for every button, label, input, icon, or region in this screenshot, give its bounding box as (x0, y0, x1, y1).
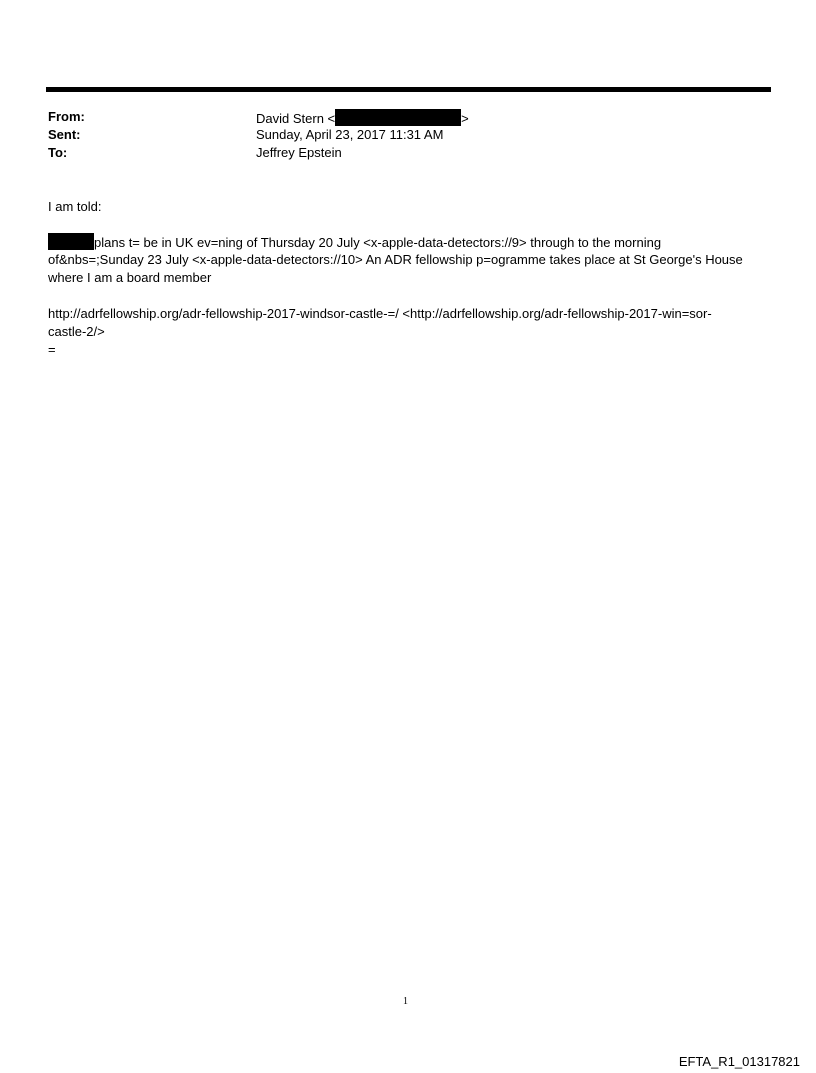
sent-value: Sunday, April 23, 2017 11:31 AM (256, 127, 444, 142)
page-number: 1 (403, 996, 408, 1007)
to-label: To: (48, 145, 68, 160)
body-line-1-text: plans t= be in UK ev=ning of Thursday 20 July <x-apple-data-detectors://9> through to the morning (94, 235, 662, 250)
from-value (256, 109, 469, 127)
sender-name: David Stern < (256, 111, 336, 126)
trailing-equals: = (48, 342, 56, 357)
sent-label: Sent: (48, 127, 81, 142)
body-line-3: where I am a board member (48, 270, 212, 285)
header-divider (46, 87, 771, 92)
from-label: From: (48, 109, 85, 124)
redaction-box (48, 233, 94, 250)
body-line-1 (48, 233, 661, 252)
redaction-box (335, 109, 461, 126)
to-value: Jeffrey Epstein (256, 145, 342, 160)
link-line-1: http://adrfellowship.org/adr-fellowship-2017-windsor-castle-=/ <http://adrfellowship.org/adr-fellowship-2017-win=sor- (48, 306, 712, 321)
document-id: EFTA_R1_01317821 (678, 1054, 800, 1069)
body-line-2: of&nbs=;Sunday 23 July <x-apple-data-detectors://10> An ADR fellowship p=ogramme takes place at St George's House (48, 252, 743, 267)
sender-close-bracket: > (461, 111, 469, 126)
intro-text: I am told: (48, 199, 102, 214)
link-line-2: castle-2/> (48, 324, 105, 339)
